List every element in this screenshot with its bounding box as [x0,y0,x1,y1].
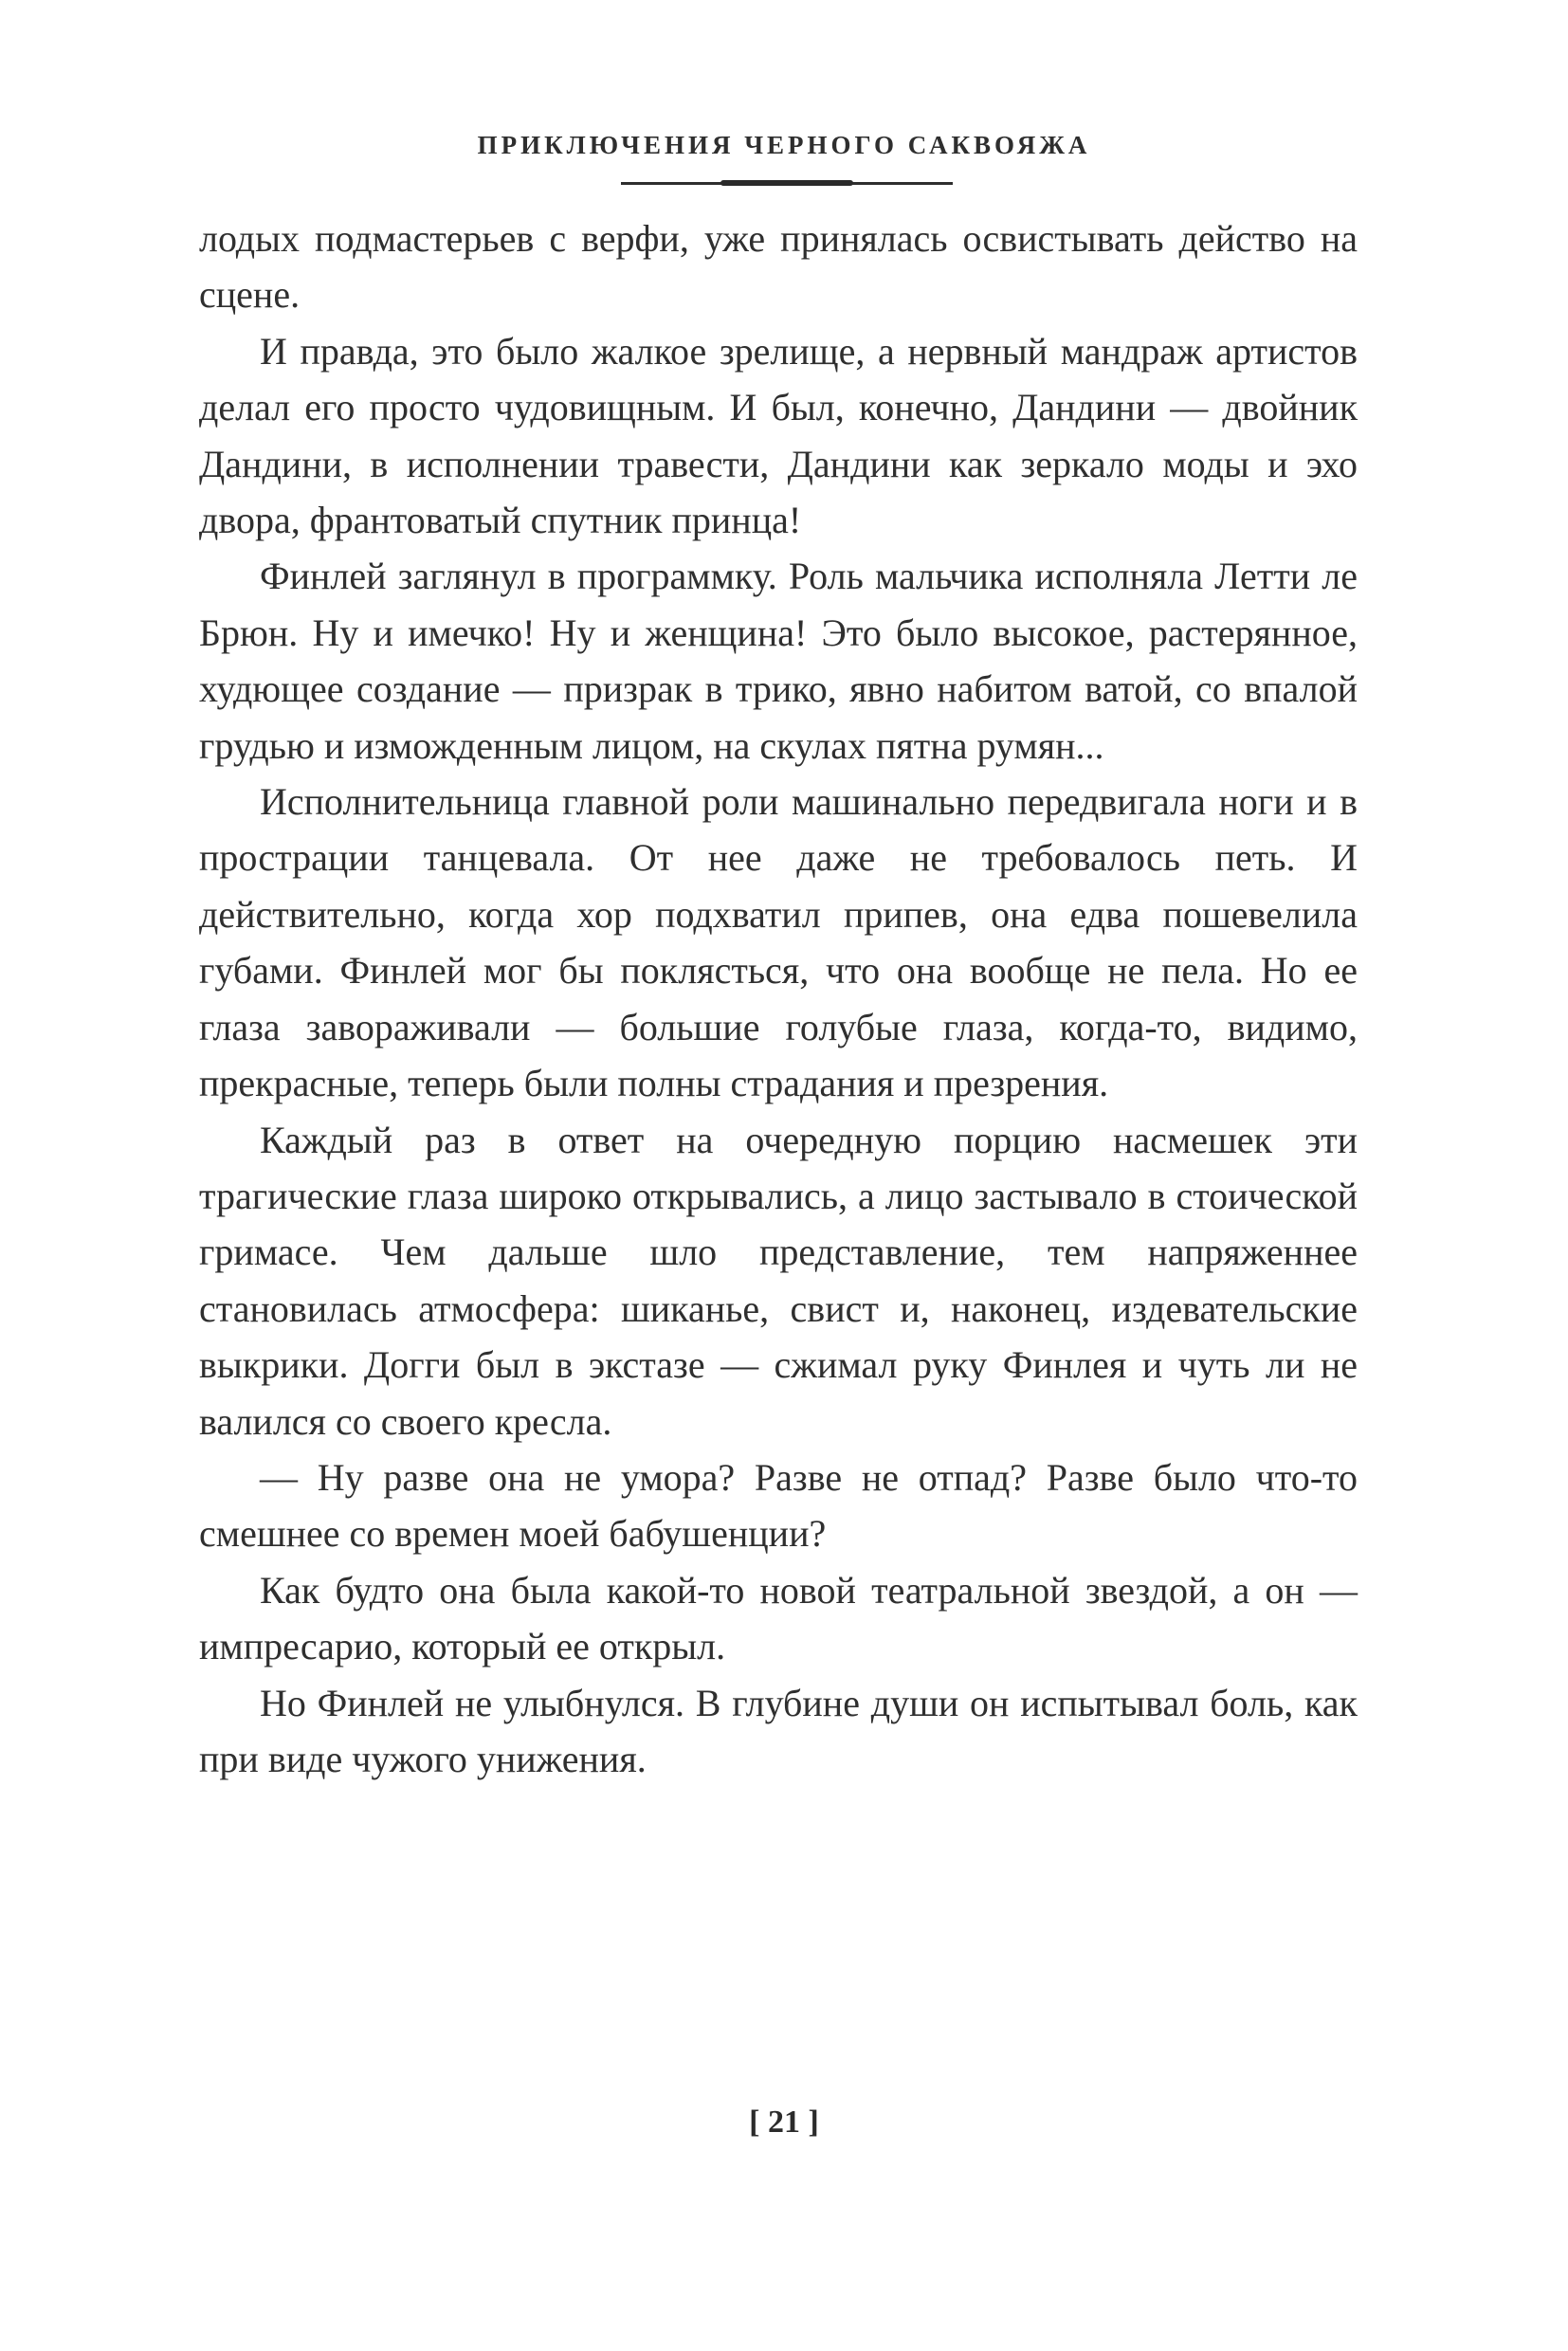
paragraph-5: Каждый раз в ответ на очередную порцию насмешек эти трагические глаза широко открывались, а лицо застывало в стоической гримасе. Чем дальше шло представление, тем напряженнее становилась атмосфера: шиканье, свист и, наконец, издевательские выкрики. Догги был в экстазе — сжимал руку Финлея и чуть ли не валился со своего кресла. [199,1118,1358,1443]
paragraph-8: Но Финлей не улыбнулся. В глубине души он испытывал боль, как при виде чужого унижения. [199,1681,1358,1780]
running-head-rule-accent [720,180,853,186]
page-number: [ 21 ] [749,2105,819,2140]
paragraph-1: лодых подмастерьев с верфи, уже принялась освистывать действо на сцене. [199,217,1358,317]
body-text [199,210,1358,1787]
paragraph-7: Как будто она была какой-то новой театральной звездой, а он — импресарио, который ее открыл. [199,1568,1358,1668]
paragraph-4: Исполнительница главной роли машинально передвигала ноги и в прострации танцевала. От нее даже не требовалось петь. И действительно, когда хор подхватил припев, она едва пошевелила губами. Финлей мог бы поклясться, что она вообще не пела. Но ее глаза завораживали — большие голубые глаза, когда-то, видимо, прекрасные, теперь были полны страдания и презрения. [199,780,1358,1105]
paragraph-3: Финлей заглянул в программку. Роль мальчика исполняла Летти ле Брюн. Ну и имечко! Ну и женщина! Это было высокое, растерянное, худющее создание — призрак в трико, явно набитом ватой, со впалой грудью и изможденным лицом, на скулах пятна румян... [199,555,1358,767]
running-head: ПРИКЛЮЧЕНИЯ ЧЕРНОГО САКВОЯЖА [477,131,1091,159]
paragraph-2: И правда, это было жалкое зрелище, а нервный мандраж артистов делал его просто чудовищным. И был, конечно, Дандини — двойник Дандини, в исполнении травести, Дандини как зеркало моды и эхо двора, франтоватый спутник принца! [199,329,1358,542]
paragraph-6-dialogue: — Ну разве она не умора? Разве не отпад? Разве было что-то смешнее со времен моей бабушенции? [199,1455,1358,1556]
